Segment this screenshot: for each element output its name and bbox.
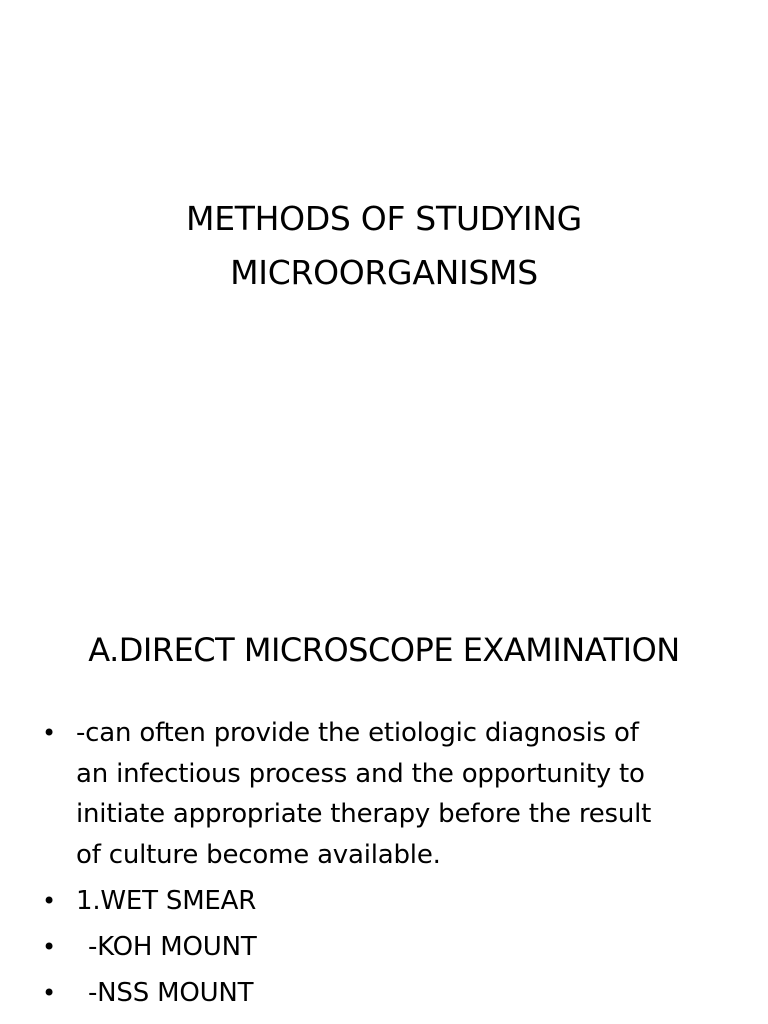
bullet-text-line: 1.WET SMEAR: [76, 886, 257, 916]
bullet-text-line: of culture become available.: [76, 839, 441, 870]
slide-title-line: MICROORGANISMS: [230, 253, 538, 292]
section-heading: A.DIRECT MICROSCOPE EXAMINATION: [88, 631, 680, 669]
bullet-item: [36, 881, 736, 921]
slide-title-line: METHODS OF STUDYING: [186, 199, 582, 238]
bullet-text-line: an infectious process and the opportunity to: [76, 758, 645, 789]
bullet-text-line: initiate appropriate therapy before the result: [76, 799, 652, 829]
bullet-list: [36, 713, 736, 1019]
bullet-dot-icon: •: [42, 887, 56, 915]
bullet-text-line: -KOH MOUNT: [88, 932, 257, 962]
bullet-text-line: -can often provide the etiologic diagnosis of: [76, 718, 639, 748]
content-slide: [0, 576, 768, 1024]
bullet-item: [36, 927, 736, 967]
bullet-dot-icon: •: [42, 933, 56, 961]
bullet-text-line: -NSS MOUNT: [88, 978, 254, 1008]
bullet-dot-icon: •: [42, 979, 56, 1007]
bullet-item: [36, 713, 736, 875]
bullet-item: [36, 973, 736, 1013]
bullet-dot-icon: •: [42, 719, 56, 747]
slide-title: [0, 192, 768, 300]
